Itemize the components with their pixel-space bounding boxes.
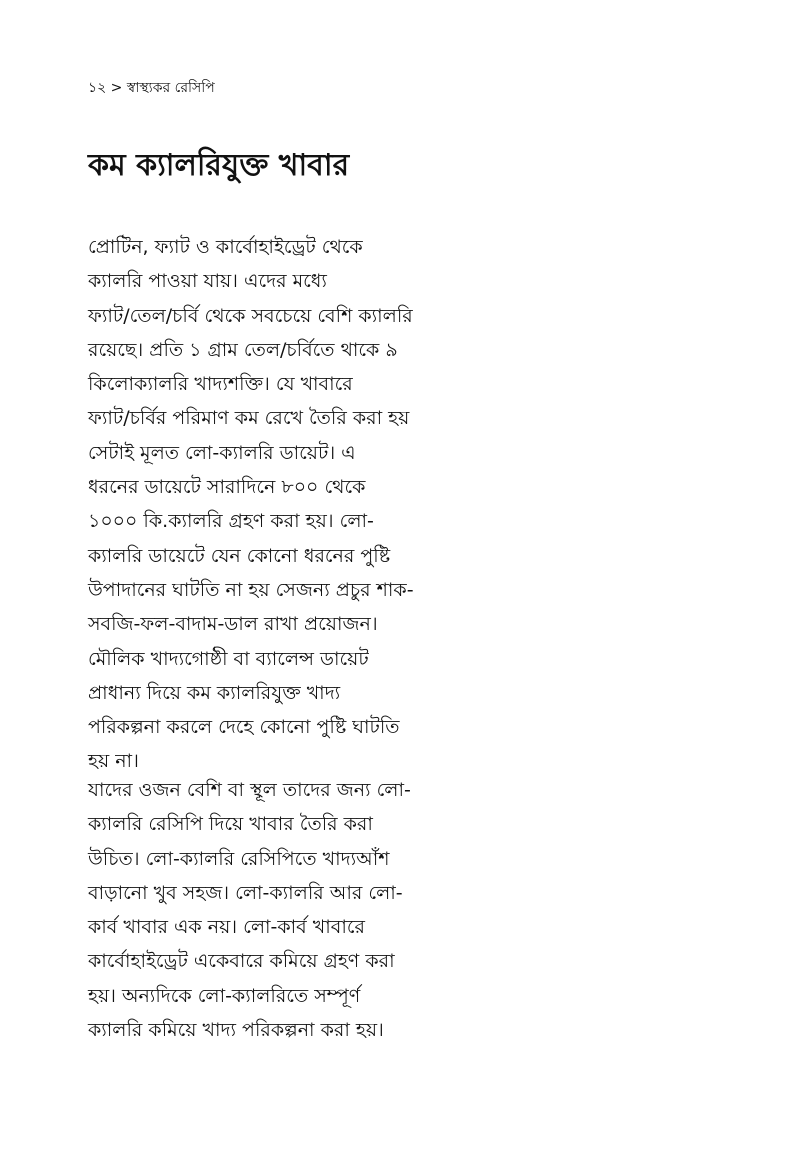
paragraph-line: ক্যালরি ডায়েটে যেন কোনো ধরনের পুষ্টি — [88, 544, 391, 567]
body-paragraph-1 — [88, 230, 468, 779]
paragraph-line: রয়েছে। প্রতি ১ গ্রাম তেল/চর্বিতে থাকে ৯ — [88, 338, 398, 361]
paragraph-line: ক্যালরি পাওয়া যায়। এদের মধ্যে — [88, 270, 327, 293]
paragraph-line: কিলোক্যালরি খাদ্যশক্তি। যে খাবারে — [88, 373, 353, 396]
paragraph-line: উপাদানের ঘাটতি না হয় সেজন্য প্রচুর শাক- — [88, 578, 414, 601]
paragraph-line: ১০০০ কি.ক্যালরি গ্রহণ করা হয়। লো- — [88, 510, 374, 533]
body-paragraph-2 — [88, 773, 468, 1047]
paragraph-line: বাড়ানো খুব সহজ। লো-ক্যালরি আর লো- — [88, 881, 403, 904]
paragraph-line: হয় না। — [88, 750, 139, 773]
running-header: ১২ > স্বাস্থ্যকর রেসিপি — [88, 80, 215, 96]
paragraph-line: ক্যালরি কমিয়ে খাদ্য পরিকল্পনা করা হয়। — [88, 1019, 384, 1042]
paragraph-line: ক্যালরি রেসিপি দিয়ে খাবার তৈরি করা — [88, 813, 373, 836]
page-title: কম ক্যালরিযুক্ত খাবার — [88, 148, 350, 183]
paragraph-line: কার্ব খাবার এক নয়। লো-কার্ব খাবারে — [88, 916, 365, 939]
paragraph-line: মৌলিক খাদ্যগোষ্ঠী বা ব্যালেন্স ডায়েট — [88, 647, 369, 670]
paragraph-line: হয়। অন্যদিকে লো-ক্যালরিতে সম্পূর্ণ — [88, 984, 361, 1007]
paragraph-line: সবজি-ফল-বাদাম-ডাল রাখা প্রয়োজন। — [88, 613, 378, 636]
paragraph-line: প্রাধান্য দিয়ে কম ক্যালরিযুক্ত খাদ্য — [88, 681, 341, 704]
paragraph-line: যাদের ওজন বেশি বা স্থূল তাদের জন্য লো- — [88, 779, 411, 801]
paragraph-line: উচিত। লো-ক্যালরি রেসিপিতে খাদ্যআঁশ — [88, 847, 390, 870]
paragraph-line: ফ্যাট/চর্বির পরিমাণ কম রেখে তৈরি করা হয় — [88, 407, 410, 430]
paragraph-line: কার্বোহাইড্রেট একেবারে কমিয়ে গ্রহণ করা — [88, 950, 395, 973]
paragraph-line: পরিকল্পনা করলে দেহে কোনো পুষ্টি ঘাটতি — [88, 716, 400, 739]
paragraph-line: ফ্যাট/তেল/চর্বি থেকে সবচেয়ে বেশি ক্যালরি — [88, 304, 413, 327]
paragraph-line: ধরনের ডায়েটে সারাদিনে ৮০০ থেকে — [88, 476, 366, 499]
paragraph-line: প্রোটিন, ফ্যাট ও কার্বোহাইড্রেট থেকে — [88, 236, 363, 258]
paragraph-line: সেটাই মূলত লো-ক্যালরি ডায়েট। এ — [88, 441, 356, 464]
